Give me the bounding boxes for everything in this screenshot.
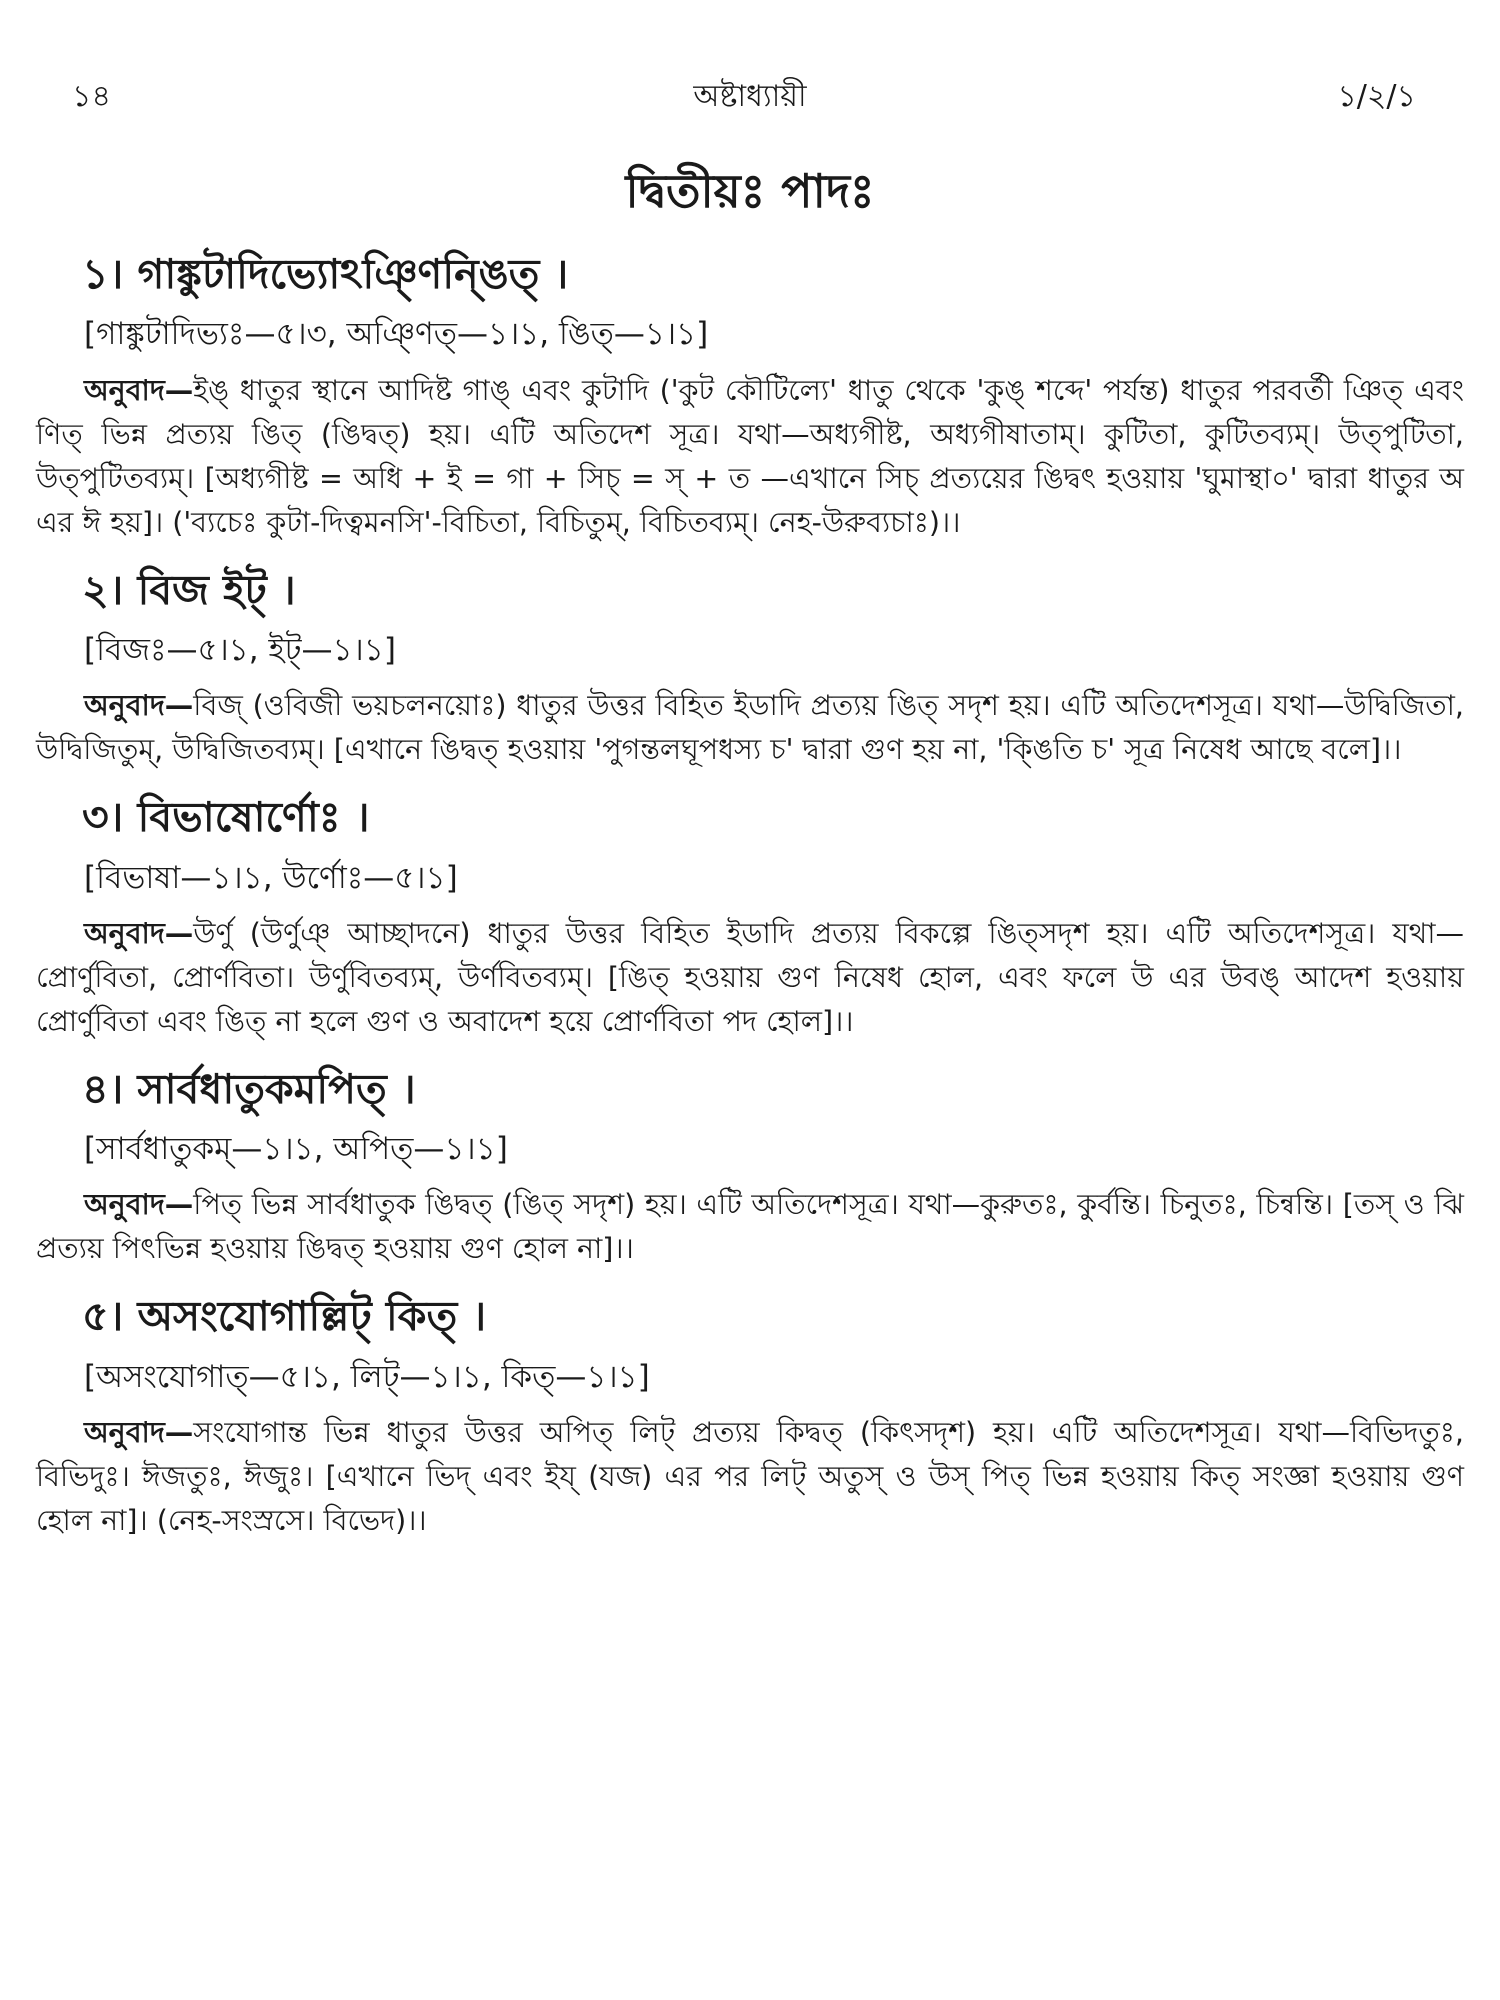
page-header <box>36 0 1464 112</box>
sutra-block <box>36 1291 1464 1543</box>
chapter-reference: ১/২/১ <box>1337 79 1416 114</box>
sutra-padaccheda: [বিজঃ—৫।১, ইট্—১।১] <box>84 631 396 668</box>
book-title: অষ্টাধ্যায়ী <box>693 79 807 114</box>
translation-label: অনুবাদ— <box>84 1188 194 1222</box>
page-number: ১৪ <box>72 79 111 114</box>
section-title: দ্বিতীয়ঃ পাদঃ <box>625 164 875 218</box>
translation-label: অনুবাদ— <box>84 1415 194 1449</box>
sutra-block <box>36 1064 1464 1272</box>
sutra-translation <box>36 369 1464 545</box>
sutra-translation <box>36 1411 1464 1543</box>
sutra-block <box>36 792 1464 1044</box>
translation-text: পিত্ ভিন্ন সার্বধাতুক ঙিদ্বত্ (ঙিত্ সদৃশ) হয়। এটি অতিদেশসূত্র। যথা—কুরুতঃ, কুর্বন্তি। চিনুতঃ, চিন্বন্তি। [তস্ ও ঝি প্রত্যয় পিৎভিন্ন হওয়ায় ঙিদ্বত্ হওয়ায় গুণ হোল না]।। <box>36 1188 1464 1266</box>
translation-label: অনুবাদ— <box>84 689 194 723</box>
sutra-translation <box>36 1183 1464 1271</box>
sutra-heading: ২। বিজ ইট্ । <box>82 565 296 614</box>
translation-text: ইঙ্ ধাতুর স্থানে আদিষ্ট গাঙ্ এবং কুটাদি ('কুট কৌটিল্যে' ধাতু থেকে 'কুঙ্ শব্দে' পর্যন্ত) ধাতুর পরবর্তী ঞিত্ এবং ণিত্ ভিন্ন প্রত্যয় ঙিত্ (ঙিদ্বত্) হয়। এটি অতিদেশ সূত্র। যথা—অধ্যগীষ্ট, অধ্যগীষাতাম্। কুটিতা, কুটিতব্যম্। উত্পুটিতা, উত্পুটিতব্যম্। [অধ্যগীষ্ট = অধি + ই = গা + সিচ্ = স্ + ত —এখানে সিচ্ প্রত্যয়ের ঙিদ্বৎ হওয়ায় 'ঘুমাস্থা০' দ্বারা ধাতুর অ এর ঈ হয়]। ('ব্যচেঃ কুটা-দিত্বমনসি'-বিচিতা, বিচিতুম্, বিচিতব্যম্। নেহ-উরুব্যচাঃ)।। <box>36 373 1464 539</box>
translation-label: অনুবাদ— <box>84 916 194 950</box>
sutra-padaccheda: [বিভাষা—১।১, উর্ণোঃ—৫।১] <box>84 859 458 896</box>
translation-text: সংযোগান্ত ভিন্ন ধাতুর উত্তর অপিত্ লিট্ প্রত্যয় কিদ্বত্ (কিৎসদৃশ) হয়। এটি অতিদেশসূত্র। যথা—বিভিদতুঃ, বিভিদুঃ। ঈজতুঃ, ঈজুঃ। [এখানে ভিদ্ এবং ইয্ (যজ) এর পর লিট্ অতুস্ ও উস্ পিত্ ভিন্ন হওয়ায় কিত্ সংজ্ঞা হওয়ায় গুণ হোল না]। (নেহ-সংস্রসে। বিভেদ)।। <box>36 1415 1464 1537</box>
sutra-padaccheda: [গাঙ্কুটাদিভ্যঃ—৫।৩, অঞ্ণিত্—১।১, ঙিত্—১।১] <box>84 316 709 353</box>
sutra-translation <box>36 912 1464 1044</box>
sutra-heading: ৫। অসংযোগাল্লিট্ কিত্ । <box>82 1292 487 1341</box>
sutra-block <box>36 249 1464 545</box>
translation-text: বিজ্ (ওবিজী ভয়চলনয়োঃ) ধাতুর উত্তর বিহিত ইডাদি প্রত্যয় ঙিত্ সদৃশ হয়। এটি অতিদেশসূত্র। যথা—উদ্বিজিতা, উদ্বিজিতুম্, উদ্বিজিতব্যম্। [এখানে ঙিদ্বত্ হওয়ায় 'পুগন্তলঘূপধস্য চ' দ্বারা গুণ হয় না, 'ক্ঙিতি চ' সূত্র নিষেধ আছে বলে]।। <box>36 689 1464 767</box>
sutra-translation <box>36 684 1464 772</box>
sutra-heading: ৪। সার্বধাতুকমপিত্ । <box>82 1064 416 1113</box>
sutra-heading: ৩। বিভাষোর্ণোঃ । <box>82 793 370 842</box>
translation-text: উর্ণু (উর্ণুঞ্ আচ্ছাদনে) ধাতুর উত্তর বিহিত ইডাদি প্রত্যয় বিকল্পে ঙিত্সদৃশ হয়। এটি অতিদেশসূত্র। যথা—প্রোর্ণুবিতা, প্রোর্ণবিতা। উর্ণুবিতব্যম্, উর্ণবিতব্যম্। [ঙিত্ হওয়ায় গুণ নিষেধ হোল, এবং ফলে উ এর উবঙ্ আদেশ হওয়ায় প্রোর্ণুবিতা এবং ঙিত্ না হলে গুণ ও অবাদেশ হয়ে প্রোর্ণবিতা পদ হোল]।। <box>36 916 1464 1038</box>
sutra-heading: ১। গাঙ্কুটাদিভ্যোঽঞ্ণিন্ঙিত্ । <box>82 250 569 299</box>
sutra-block <box>36 565 1464 773</box>
sutra-padaccheda: [সার্বধাতুকম্—১।১, অপিত্—১।১] <box>84 1131 508 1168</box>
sutra-padaccheda: [অসংযোগাত্—৫।১, লিট্—১।১, কিত্—১।১] <box>84 1358 650 1395</box>
translation-label: অনুবাদ— <box>84 373 194 407</box>
